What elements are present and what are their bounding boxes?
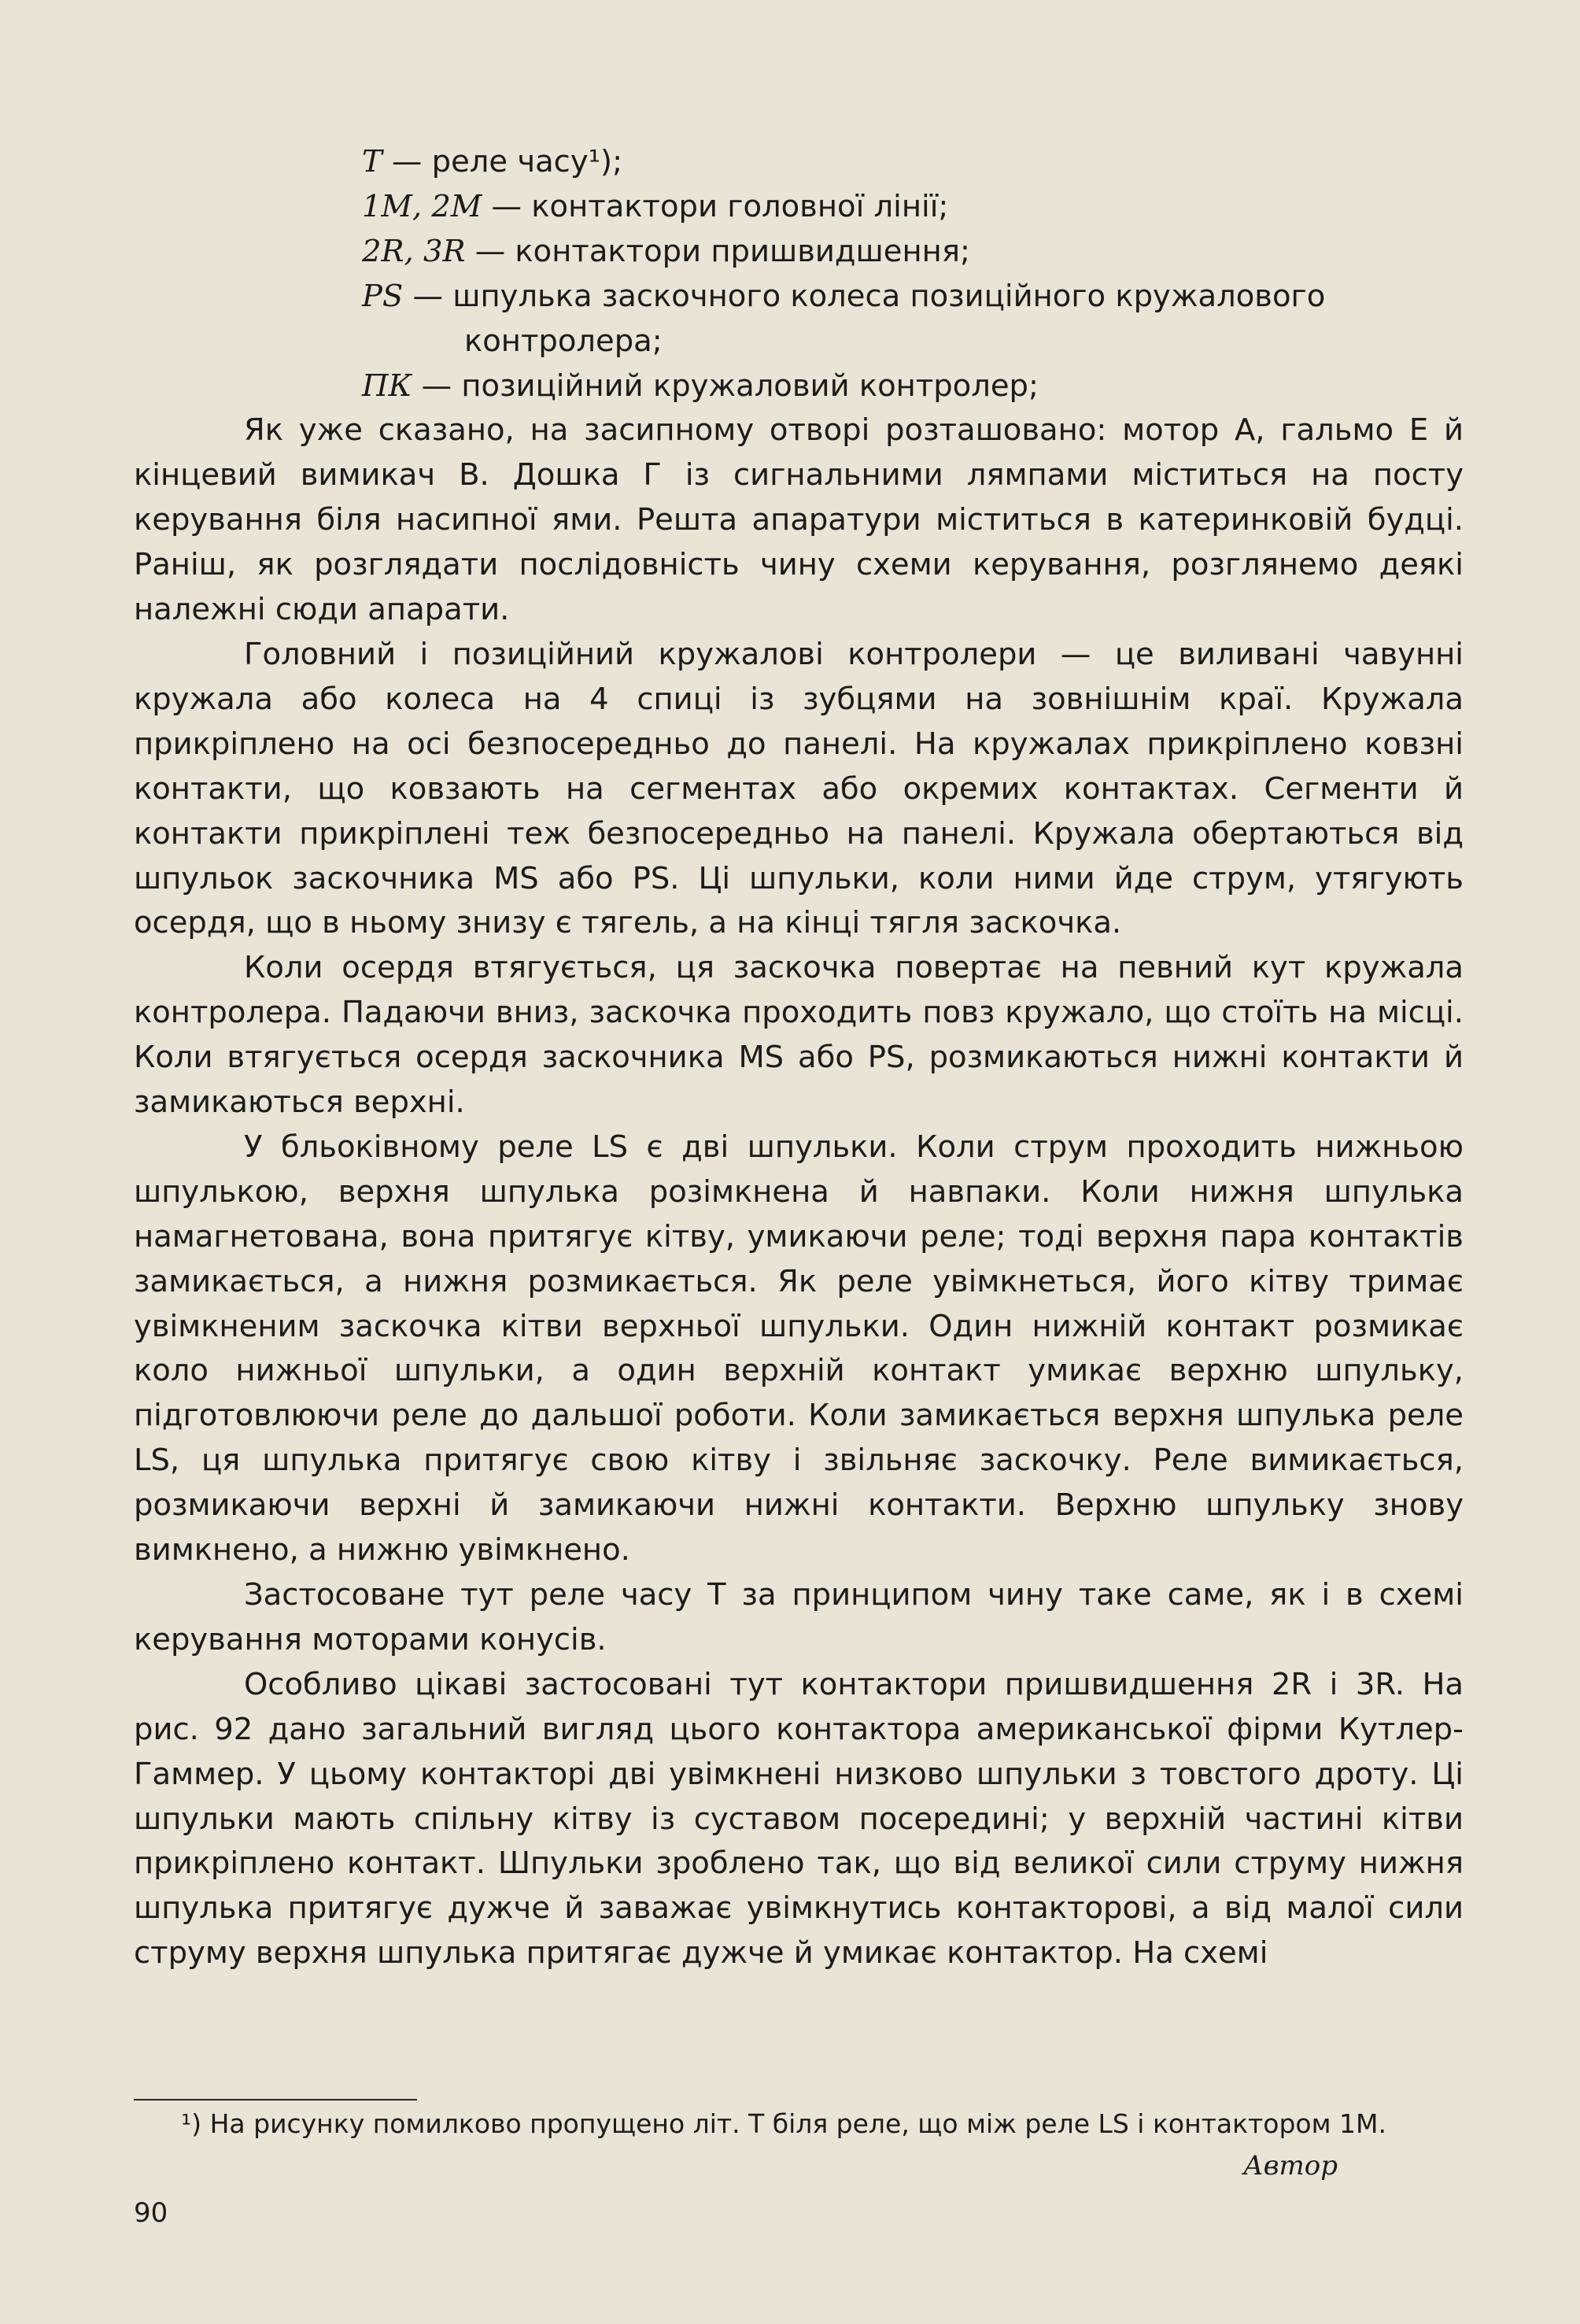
legend-text: — контактори головної лінії;: [482, 188, 949, 224]
paragraph: Застосоване тут реле часу T за принципом чину таке саме, як і в схемі керування моторами конусів.: [134, 1577, 1464, 1657]
paragraph: У бльоківному реле LS є дві шпульки. Коли струм проходить нижньою шпулькою, верхня шпулька розімкнена й навпаки. Коли нижня шпулька намагнетована, вона притягує кітву, умикаючи реле; тоді верхня пара контактів замикається, а нижня розмикається. Як реле увімкнеться, його кітву тримає увімкненим заскочка кітви верхньої шпульки. Один нижній контакт розмикає коло нижньої шпульки, а один верхній контакт умикає верхню шпульку, підготовлюючи реле до дальшої роботи. Коли замикається верхня шпулька реле LS, ця шпулька притягує свою кітву і звільняє заскочку. Реле вимикається, розмикаючи верхні й замикаючи нижні контакти. Верхню шпульку знову вимкнено, а нижню увімкнено.: [134, 1129, 1464, 1568]
page-number: 90: [134, 2197, 168, 2229]
legend-text: — реле часу¹);: [382, 144, 623, 179]
legend-item: [134, 364, 1464, 409]
footnote: [134, 2106, 1464, 2142]
symbol-legend: [134, 140, 1464, 408]
legend-item: [134, 140, 1464, 185]
legend-symbol: 2R, 3R: [362, 233, 466, 269]
legend-text: — контактори пришвидшення;: [465, 233, 970, 269]
paragraph: Особливо цікаві застосовані тут контактори пришвидшення 2R і 3R. На рис. 92 дано загальний вигляд цього контактора американської фірми Кутлер-Гаммер. У цьому контакторі дві увімкнені низково шпульки з товстого дроту. Ці шпульки мають спільну кітву із суставом посередині; у верхній частині кітви прикріплено контакт. Шпульки зроблено так, що від великої сили струму нижня шпулька притягує дужче й заважає увімкнутись контакторові, а від малої сили струму верхня шпулька притягає дужче й умикає контактор. На схемі: [134, 1666, 1464, 1971]
legend-item: [134, 185, 1464, 230]
paragraph: Коли осердя втягується, ця заскочка повертає на певний кут кружала контролера. Падаючи вниз, заскочка проходить повз кружало, що стоїть на місці. Коли втягується осердя заскочника MS або PS, розмикаються нижні контакти й замикаються верхні.: [134, 950, 1464, 1121]
legend-symbol: T: [362, 144, 382, 179]
footnote-author: Автор: [1242, 2150, 1338, 2182]
footnote-divider: [134, 2099, 417, 2100]
legend-item: [134, 230, 1464, 275]
legend-symbol: PS: [362, 278, 404, 314]
legend-item-continuation: [134, 320, 1464, 364]
legend-symbol: 1M, 2M: [362, 188, 482, 224]
footnote-text: ¹) На рисунку помилково пропущено літ. T біля реле, що між реле LS і контактором 1M.: [181, 2108, 1386, 2139]
legend-item: [134, 275, 1464, 320]
legend-text: контролера;: [464, 323, 663, 359]
paragraph: Як уже сказано, на засипному отворі розташовано: мотор A, гальмо E й кінцевий вимикач B. Дошка Г із сигнальними лямпами міститься на посту керування біля насипної ями. Решта апаратури міститься в катеринковій будці. Раніш, як розглядати послідовність чину схеми керування, розглянемо деякі належні сюди апарати.: [134, 412, 1464, 628]
paragraph: Головний і позиційний кружалові контролери — це виливані чавунні кружала або колеса на 4 спиці із зубцями на зовнішнім краї. Кружала прикріплено на осі безпосередньо до панелі. На кружалах прикріплено ковзні контакти, що ковзають на сегментах або окремих контактах. Сегменти й контакти прикріплені теж безпосередньо на панелі. Кружала обертаються від шпульок заскочника MS або PS. Ці шпульки, коли ними йде струм, утягують осердя, що в ньому знизу є тягель, а на кінці тягля заскочка.: [134, 636, 1464, 941]
legend-text: — шпулька заскочного колеса позиційного кружалового: [403, 278, 1326, 314]
main-text: [134, 140, 1464, 1976]
legend-text: — позиційний кружаловий контролер;: [412, 368, 1039, 404]
legend-symbol: ПК: [362, 368, 412, 404]
